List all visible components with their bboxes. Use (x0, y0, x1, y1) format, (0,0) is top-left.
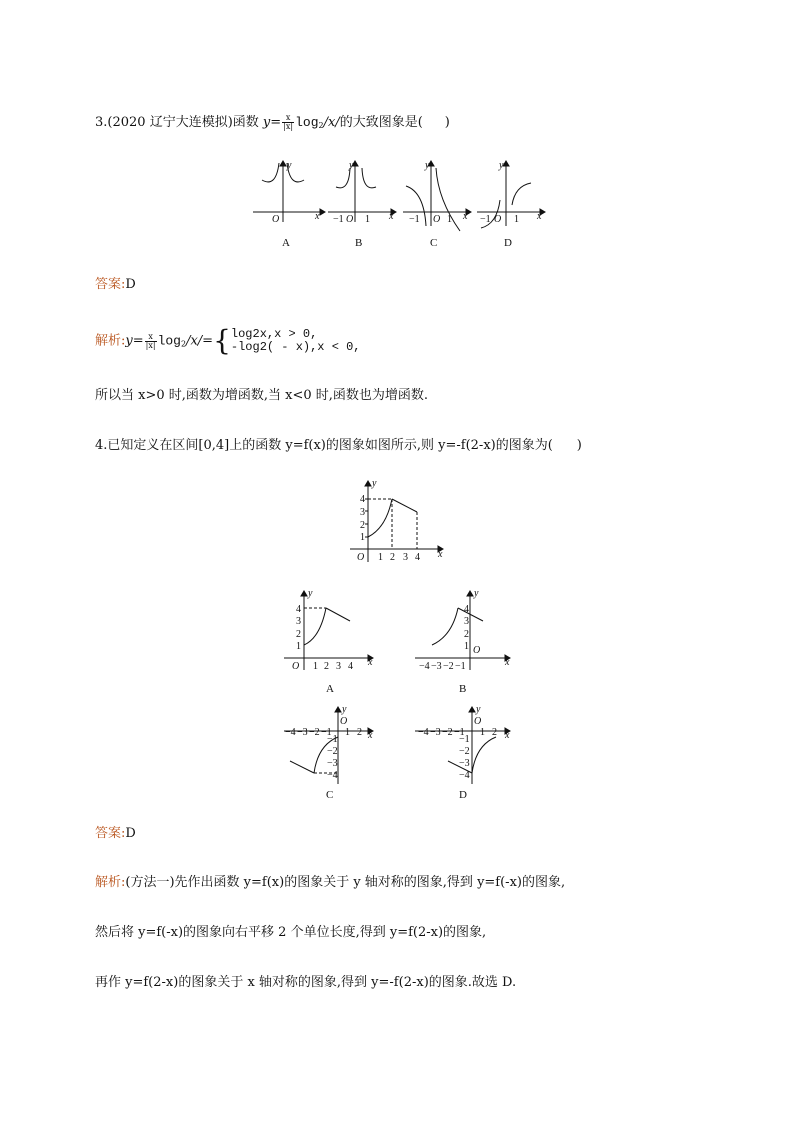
q4-b-xtick-m3: −3 (431, 661, 442, 672)
q4-option-c-graph (284, 704, 373, 784)
q4-d-xtick-m3: −3 (430, 727, 441, 738)
q4-text: 4.已知定义在区间[0,4]上的函数 y=f(x)的图象如图所示,则 y=-f(2-x)的图象为( (95, 438, 553, 453)
q4-d-xtick-m2: −2 (442, 727, 453, 738)
q4-c-xtick-m1: −1 (321, 727, 332, 738)
q4-main-xtick-3: 3 (403, 552, 408, 563)
q3-option-b: B (355, 237, 363, 249)
q4-c-xtick-m4: −4 (285, 727, 296, 738)
q4-option-b-graph (415, 588, 510, 672)
q3-b-y-label: y (349, 160, 354, 171)
q3-b-neg1: −1 (333, 214, 344, 225)
q4-c-ytick-m3: −3 (327, 758, 338, 769)
q4-b-ytick-1: 1 (464, 641, 469, 652)
q3-sol-eq: = (132, 333, 144, 349)
q4-c-xtick-1: 1 (345, 727, 350, 738)
q4-answer (95, 826, 136, 842)
q4-main-ytick-1: 1 (360, 532, 365, 543)
q3-log-base: 2 (318, 121, 324, 130)
q4-main-y-label: y (372, 478, 377, 489)
q4-a-xtick-1: 1 (313, 661, 318, 672)
q4-d-ytick-m2: −2 (459, 746, 470, 757)
q4-a-x-label: x (368, 657, 373, 668)
q4-a-origin: O (292, 661, 300, 672)
q4-solution-line3: 再作 y=f(2-x)的图象关于 x 轴对称的图象,得到 y=-f(2-x)的图象.故选 D. (95, 975, 517, 990)
q3-sol-y: y (125, 333, 133, 349)
q4-solution-label: 解析: (95, 875, 126, 890)
q3-frac-num: x (282, 114, 294, 123)
q3-eq: = (270, 115, 282, 130)
q4-main-ytick-2: 2 (360, 520, 365, 531)
q4-main-graph (350, 478, 443, 563)
q3-option-a: A (282, 237, 290, 249)
q3-y: y (262, 115, 271, 130)
q3-paren-close: ) (444, 115, 450, 130)
q4-a-ytick-2: 2 (296, 629, 301, 640)
q4-main-x-label: x (438, 549, 443, 560)
q4-a-xtick-2: 2 (324, 661, 329, 672)
q4-d-origin: O (474, 716, 482, 727)
q4-solution-line2: 然后将 y=f(-x)的图象向右平移 2 个单位长度,得到 y=f(2-x)的图象, (95, 925, 487, 940)
q3-c-x-label: x (463, 211, 468, 222)
q4-main-origin: O (357, 552, 365, 563)
q4-a-ytick-3: 3 (296, 616, 301, 627)
q4-option-a: A (326, 683, 334, 695)
q4-paren-close: ) (576, 438, 582, 453)
q4-c-xtick-m3: −3 (297, 727, 308, 738)
q3-d-neg1: −1 (480, 214, 491, 225)
q4-d-xtick-m1: −1 (454, 727, 465, 738)
q3-a-x-label: x (315, 211, 320, 222)
q4-main-xtick-2: 2 (390, 552, 395, 563)
q4-c-x-label: x (368, 730, 373, 741)
q4-main-xtick-1: 1 (378, 552, 383, 563)
q3-answer-value: D (125, 277, 136, 292)
q3-sol-log-base: 2 (180, 339, 187, 349)
q4-b-ytick-2: 2 (464, 629, 469, 640)
q4-d-ytick-m4: −4 (459, 770, 470, 781)
q3-b-origin: O (346, 214, 354, 225)
q4-answer-value: D (125, 826, 136, 841)
q4-d-ytick-m1: −1 (459, 734, 470, 745)
q3-sol-eq2: = (202, 333, 214, 349)
q4-main-xtick-4: 4 (415, 552, 420, 563)
q4-d-xtick-m4: −4 (418, 727, 429, 738)
q3-d-origin: O (494, 214, 502, 225)
q3-c-neg1: −1 (409, 214, 420, 225)
q3-sol-case1: log2x,x > 0, (230, 327, 318, 341)
q3-sol-frac-den: |x| (145, 340, 156, 350)
q4-main-ytick-3: 3 (360, 507, 365, 518)
q3-number: 3. (95, 115, 108, 130)
q4-c-ytick-m1: −1 (327, 734, 338, 745)
q4-d-x-label: x (505, 730, 510, 741)
q4-solution-line1 (95, 875, 565, 891)
q4-option-a-graph (284, 588, 373, 672)
q3-text-a: 函数 (232, 115, 263, 130)
q4-c-origin: O (340, 716, 348, 727)
q4-b-xtick-m4: −4 (419, 661, 430, 672)
q4-d-y-label: y (476, 704, 481, 715)
q4-c-y-label: y (342, 704, 347, 715)
q4-b-y-label: y (474, 588, 479, 599)
q3-abs-x: /x/ (323, 115, 340, 130)
q4-option-c: C (326, 789, 334, 801)
q4-d-ytick-m3: −3 (459, 758, 470, 769)
q3-d-y-label: y (499, 160, 504, 171)
q3-sol-brace: { (213, 324, 231, 357)
q3-conclusion: 所以当 x>0 时,函数为增函数,当 x<0 时,函数也为增函数. (95, 388, 429, 403)
q3-sol-log: log (157, 333, 181, 349)
q3-text-b: 的大致图象是( (339, 115, 423, 130)
q3-log: log (295, 115, 319, 130)
q4-d-xtick-2: 2 (492, 727, 497, 738)
q4-d-xtick-1: 1 (480, 727, 485, 738)
q4-a-ytick-4: 4 (296, 604, 301, 615)
q3-c-origin: O (433, 214, 441, 225)
q4-c-xtick-2: 2 (357, 727, 362, 738)
q4-a-xtick-4: 4 (348, 661, 353, 672)
q4-a-ytick-1: 1 (296, 641, 301, 652)
q4-b-xtick-m2: −2 (443, 661, 454, 672)
q4-option-d: D (459, 789, 467, 801)
q3-d-one: 1 (514, 214, 519, 225)
q3-d-x-label: x (537, 211, 542, 222)
q3-solution-label: 解析: (95, 333, 126, 349)
q3-sol-case2: -log2( - x),x < 0, (230, 340, 361, 354)
q3-b-x-label: x (389, 211, 394, 222)
q4-answer-label: 答案: (95, 826, 126, 841)
q3-c-one: 1 (447, 214, 452, 225)
q3-sol-frac-num: x (145, 333, 157, 342)
q4-solution-text1: (方法一)先作出函数 y=f(x)的图象关于 y 轴对称的图象,得到 y=f(-x)的图象, (125, 875, 566, 890)
q4-b-xtick-m1: −1 (455, 661, 466, 672)
q3-c-y-label: y (425, 160, 430, 171)
q4-c-ytick-m2: −2 (327, 746, 338, 757)
q4-c-xtick-m2: −2 (309, 727, 320, 738)
q3-source: (2020 辽宁大连模拟) (107, 115, 233, 130)
q3-sol-abs-x: /x/ (186, 333, 203, 349)
q4-main-ytick-4: 4 (360, 494, 365, 505)
q3-a-y-label: y (287, 160, 292, 171)
q3-option-c: C (430, 237, 438, 249)
q3-answer-label: 答案: (95, 277, 126, 292)
q4-option-d-graph (415, 704, 510, 784)
q3-a-origin: O (272, 214, 280, 225)
q4-b-origin: O (473, 645, 481, 656)
q3-b-one: 1 (365, 214, 370, 225)
q4-b-ytick-4: 4 (464, 604, 469, 615)
q4-b-x-label: x (505, 657, 510, 668)
q3-frac-den: |x| (283, 122, 294, 131)
q4-b-ytick-3: 3 (464, 616, 469, 627)
q3-option-d: D (504, 237, 512, 249)
q4-a-xtick-3: 3 (336, 661, 341, 672)
q4-a-y-label: y (308, 588, 313, 599)
q4-option-b: B (459, 683, 467, 695)
q4-c-ytick-m4: −4 (327, 770, 338, 781)
